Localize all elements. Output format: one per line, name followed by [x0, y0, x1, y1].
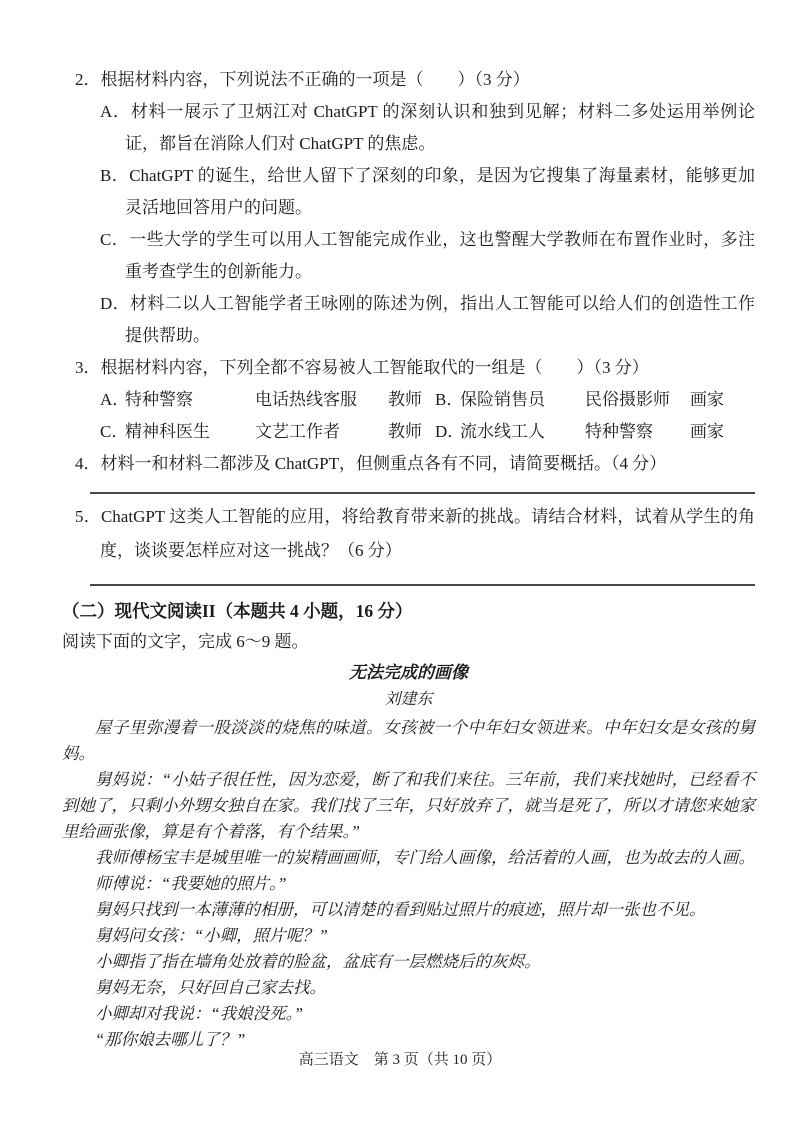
option-a-label: A． — [100, 102, 131, 121]
option-d-label: D． — [100, 294, 131, 313]
answer-separator-line-1 — [90, 492, 755, 494]
option-a-label: A． — [100, 390, 130, 409]
story-paragraph: 小卿指了指在墙角处放着的脸盆，盆底有一层燃烧后的灰烬。 — [95, 952, 541, 971]
option-b-item-1: 保险销售员 — [460, 390, 545, 409]
option-d-item-1: 流水线工人 — [460, 422, 545, 441]
story-paragraph: 屋子里弥漫着一股淡淡的烧焦的味道。女孩被一个中年妇女领进来。中年妇女是女孩的舅妈。 — [62, 718, 755, 763]
question-5-number: 5． — [75, 507, 101, 526]
question-2-option-a — [62, 96, 755, 160]
story-paragraph: 舅妈说：“小姑子很任性，因为恋爱，断了和我们来往。三年前，我们来找她时，已经看不到她了，只剩小外甥女独自在家。我们找了三年，只好放弃了，就当是死了，所以才请您来她家里给画张像，算是有个着落，有个结果。” — [62, 770, 755, 841]
story-paragraph: 我师傅杨宝丰是城里唯一的炭精画画师，专门给人画像，给活着的人画，也为故去的人画。 — [95, 848, 755, 867]
question-3-options-row-2 — [100, 416, 755, 448]
option-d-item-3: 画家 — [690, 422, 724, 441]
story-paragraph: 舅妈只找到一本薄薄的相册，可以清楚的看到贴过照片的痕迹，照片却一张也不见。 — [95, 900, 706, 919]
question-5 — [62, 500, 755, 568]
option-c-item-2: 文艺工作者 — [255, 422, 340, 441]
story-author: 刘建东 — [384, 691, 433, 708]
option-b-text: ChatGPT 的诞生，给世人留下了深刻的印象，是因为它搜集了海量素材，能够更加灵活地回答用户的问题。 — [125, 166, 756, 217]
question-2-option-d — [62, 288, 755, 352]
option-a-item-2: 电话热线客服 — [255, 390, 357, 409]
question-3-options-row-1 — [100, 384, 755, 416]
question-4-stem — [62, 448, 755, 480]
question-2-number: 2． — [75, 70, 101, 89]
section-2-heading: （二）现代文阅读II（本题共 4 小题，16 分） — [62, 601, 413, 621]
option-c-label: C． — [100, 230, 130, 249]
option-d-text: 材料二以人工智能学者王咏刚的陈述为例，指出人工智能可以给人们的创造性工作提供帮助。 — [125, 294, 756, 345]
option-c-item-3: 教师 — [388, 422, 422, 441]
story-paragraph: 舅妈无奈，只好回自己家去找。 — [95, 978, 326, 997]
story-paragraph: 小卿却对我说：“我娘没死。” — [95, 1004, 304, 1023]
option-d-item-2: 特种警察 — [585, 422, 653, 441]
question-5-stem-text: ChatGPT 这类人工智能的应用，将给教育带来新的挑战。请结合材料，试着从学生的角度，谈谈要怎样应对这一挑战？（6 分） — [100, 507, 755, 560]
option-d-label: D． — [435, 422, 465, 441]
option-a-item-3: 教师 — [388, 390, 422, 409]
question-2-option-b — [62, 160, 755, 224]
story-paragraph: 师傅说：“我要她的照片。” — [95, 874, 287, 893]
option-c-text: 一些大学的学生可以用人工智能完成作业，这也警醒大学教师在布置作业时，多注重考查学生的创新能力。 — [125, 230, 756, 281]
answer-separator-line-2 — [90, 584, 755, 586]
page-footer: 高三语文 第 3 页（共 10 页） — [298, 1052, 502, 1068]
question-2-option-c — [62, 224, 755, 288]
story-text — [62, 715, 755, 1053]
question-2-stem-text: 根据材料内容，下列说法不正确的一项是（ ）（3 分） — [100, 70, 530, 89]
option-c-label: C． — [100, 422, 129, 441]
option-b-label: B． — [100, 166, 130, 185]
question-3-stem — [62, 352, 755, 384]
option-b-item-3: 画家 — [690, 390, 724, 409]
story-paragraph: 舅妈问女孩：“小卿，照片呢？” — [95, 926, 328, 945]
question-4-number: 4． — [75, 454, 101, 473]
question-4 — [62, 448, 755, 480]
option-a-item-1: 特种警察 — [125, 390, 193, 409]
reading-instruction: 阅读下面的文字，完成 6～9 题。 — [62, 632, 309, 651]
option-b-item-2: 民俗摄影师 — [585, 390, 670, 409]
page-content — [62, 64, 755, 1053]
option-c-item-1: 精神科医生 — [125, 422, 210, 441]
question-4-stem-text: 材料一和材料二都涉及 ChatGPT，但侧重点各有不同，请简要概括。（4 分） — [100, 454, 667, 473]
story-paragraph: “那你娘去哪儿了？” — [95, 1030, 246, 1049]
question-3-stem-text: 根据材料内容，下列全都不容易被人工智能取代的一组是（ ）（3 分） — [100, 358, 649, 377]
question-3 — [62, 352, 755, 448]
story-title: 无法完成的画像 — [349, 663, 468, 682]
question-5-stem — [62, 500, 755, 568]
option-a-text: 材料一展示了卫炳江对 ChatGPT 的深刻认识和独到见解；材料二多处运用举例论证，都旨在消除人们对 ChatGPT 的焦虑。 — [125, 102, 755, 153]
question-3-number: 3． — [75, 358, 101, 377]
question-2 — [62, 64, 755, 352]
question-2-stem — [62, 64, 755, 96]
option-b-label: B． — [435, 390, 464, 409]
